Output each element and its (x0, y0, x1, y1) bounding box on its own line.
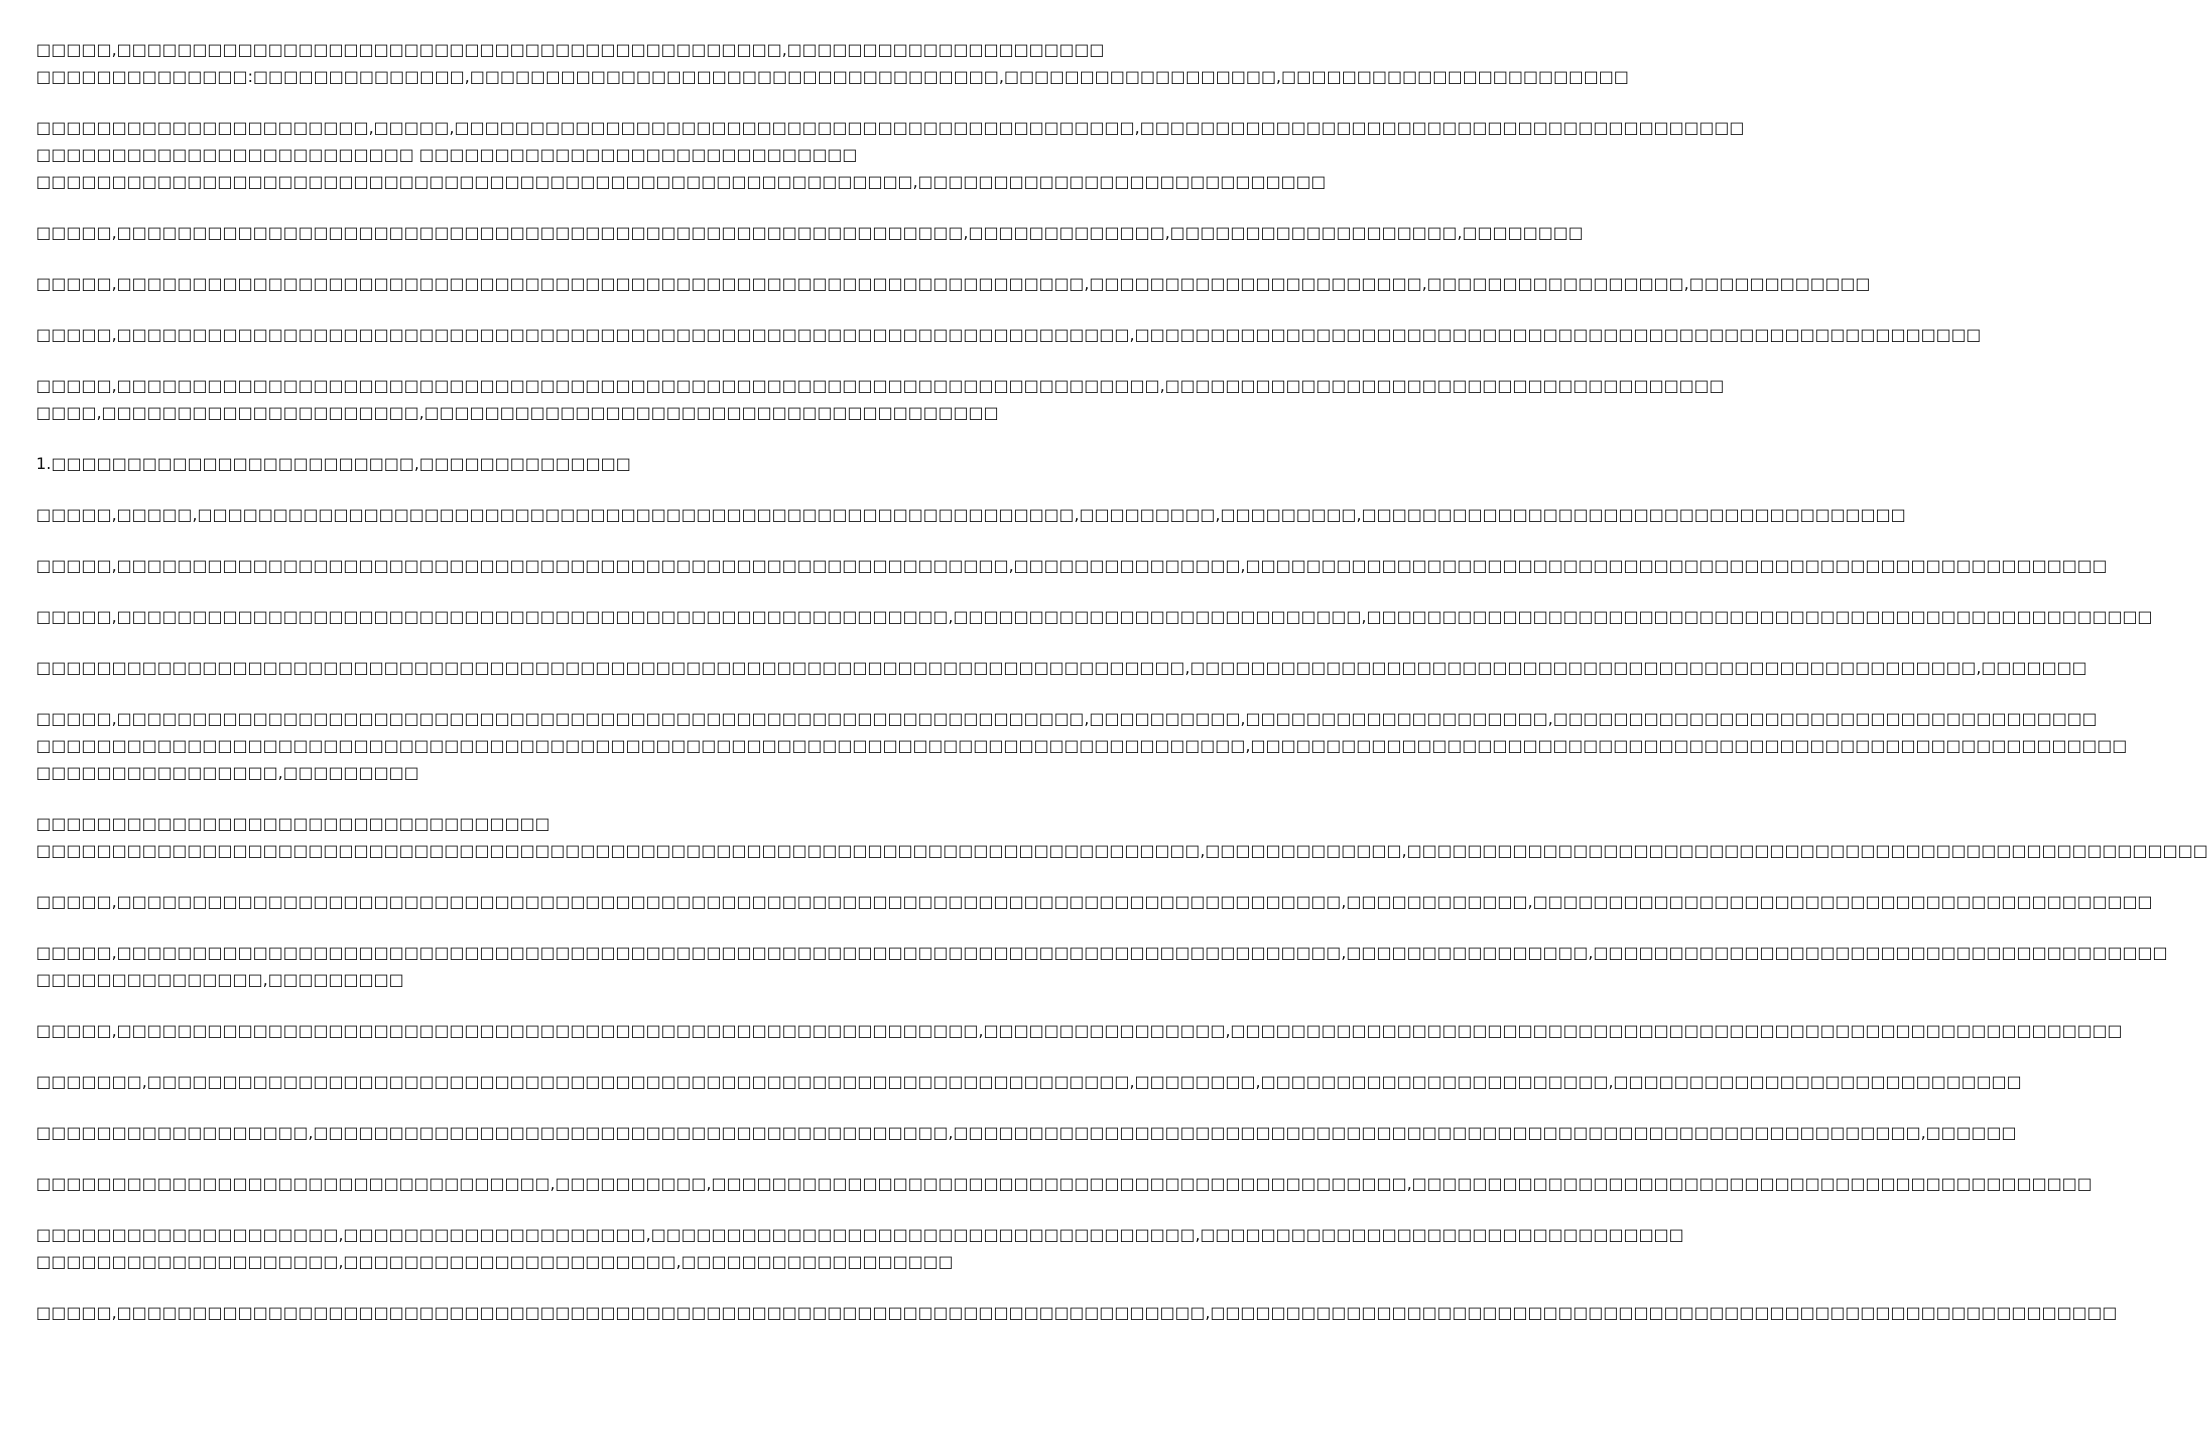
paragraph (36, 1017, 2123, 1044)
paragraph (36, 1068, 2022, 1095)
paragraph (36, 939, 2168, 993)
paragraph (36, 501, 1906, 528)
text-line: □□□□□□□□□□□□□□□□,□□□□□□□□□ (36, 763, 420, 782)
paragraph (36, 372, 1725, 426)
paragraph (36, 810, 2208, 864)
text-line: □□□□□,□□□□□□□□□□□□□□□□□□□□□□□□□□□□□□□□□□□□□□□□□□□□□□□□□□□□□□□□,□□□□□□□□□□□□□,□□□□□□□□□□□□□□□□□□□,□□□□□□□□ (36, 223, 1584, 242)
text-line: □□□□□,□□□□□□□□□□□□□□□□□□□□□□□□□□□□□□□□□□□□□□□□□□□□□□□□□□□□□□□□□□□□□□□□,□□□□□□□□□□,□□□□□□□□□□□□□□□□□□□□,□□□□□□□□□□□□□□□□□□□□□□□□□□□□□□□□□□□□ (36, 709, 2098, 728)
paragraph (36, 1221, 1684, 1275)
text-line: □□□□□□□□□□□□□□:□□□□□□□□□□□□□□,□□□□□□□□□□□□□□□□□□□□□□□□□□□□□□□□□□□,□□□□□□□□□□□□□□□□□□,□□□□□□□□□□□□□□□□□□□□□□□ (36, 67, 1629, 86)
paragraph (36, 705, 2128, 786)
text-line: □□□□□□□,□□□□□□□□□□□□□□□□□□□□□□□□□□□□□□□□□□□□□□□□□□□□□□□□□□□□□□□□□□□□□□□□□,□□□□□□□□,□□□□□□□□□□□□□□□□□□□□□□□,□□□□□□□□□□□□□□□□□□□□□□□□□□□ (36, 1072, 2022, 1091)
text-line: □□□□□□□□□□□□□□□,□□□□□□□□□ (36, 970, 404, 989)
paragraph (36, 1170, 2093, 1197)
paragraph (36, 552, 2108, 579)
paragraph (36, 1119, 2017, 1146)
document-body (36, 36, 2208, 1350)
paragraph (36, 270, 1871, 297)
text-line: □□□□□□□□□□□□□□□□□□,□□□□□□□□□□□□□□□□□□□□□□□□□□□□□□□□□□□□□□□□□□,□□□□□□□□□□□□□□□□□□□□□□□□□□□□□□□□□□□□□□□□□□□□□□□□□□□□□□□□□□□□□□□□,□□□□□□ (36, 1123, 2017, 1142)
text-line: □□□□□,□□□□□□□□□□□□□□□□□□□□□□□□□□□□□□□□□□□□□□□□□□□□,□□□□□□□□□□□□□□□□□□□□□ (36, 40, 1105, 59)
text-line: □□□□□,□□□□□□□□□□□□□□□□□□□□□□□□□□□□□□□□□□□□□□□□□□□□□□□□□□□□□□□□□□□□□□□□□□□□□□□□□□□□□□□□□,□□□□□□□□□□□□,□□□□□□□□□□□□□□□□□□□□□□□□□□□□□□□□□□□□□□□□□ (36, 892, 2153, 911)
text-line: □□□□□□□□□□□□□□□□□□□□,□□□□□□□□□□□□□□□□□□□□,□□□□□□□□□□□□□□□□□□□□□□□□□□□□□□□□□□□□,□□□□□□□□□□□□□□□□□□□□□□□□□□□□□□□□ (36, 1225, 1684, 1244)
paragraph (36, 219, 1584, 246)
paragraph (36, 36, 1629, 90)
paragraph (36, 450, 990, 477)
text-line: □□□□□,□□□□□□□□□□□□□□□□□□□□□□□□□□□□□□□□□□□□□□□□□□□□□□□□□□□□□□□□□□□□□□□□□□□□□,□□□□□□□□□□□□□□□□□□□□□□□□□□□□□□□□□□□□□ (36, 376, 1725, 395)
paragraph (36, 321, 1982, 348)
text-line: □□□□,□□□□□□□□□□□□□□□□□□□□□,□□□□□□□□□□□□□□□□□□□□□□□□□□□□□□□□□□□□□□ (36, 403, 999, 422)
text-line: □□□□□□□□□□□□□□□□□□□□,□□□□□□□□□□□□□□□□□□□□□□,□□□□□□□□□□□□□□□□□□ (36, 1252, 954, 1271)
text-line: □□□□□,□□□□□,□□□□□□□□□□□□□□□□□□□□□□□□□□□□□□□□□□□□□□□□□□□□□□□□□□□□□□□□□□,□□□□□□□□□,□□□□□□□□□,□□□□□□□□□□□□□□□□□□□□□□□□□□□□□□□□□□□□ (36, 505, 1906, 524)
paragraph (36, 603, 2153, 630)
text-line: □□□□□□□□□□□□□□□□□□□□□□□□□□□□□□□□□□□□□□□□□□□□□□□□□□□□□□□□□□□□□□□□□□□□□□□□□□□□,□□□□□□□□□□□□□□□□□□□□□□□□□□□□□□□□□□□□□□□□□□□□□□□□□□□□,□□□□□□□ (36, 658, 2087, 677)
paragraph (36, 114, 1745, 195)
text-line: □□□□□□□□□□□□□□□□□□□□□□□□□ □□□□□□□□□□□□□□□□□□□□□□□□□□□□□ (36, 145, 858, 164)
text-line: □□□□□□□□□□□□□□□□□□□□□□□□□□□□□□□□□□□□□□□□□□□□□□□□□□□□□□□□□□□□□□□□□□□□□□□□□□□□□,□□□□□□□□□□□□□,□□□□□□□□□□□□□□□□□□□□□□□□□□□□□□□□□□□□□□□□□□□□□□□□□□□□□ (36, 841, 2208, 860)
text-line: □□□□□□□□□□□□□□□□□□□□□□□□□□□□□□□□□□ (36, 814, 550, 833)
text-line: □□□□□,□□□□□□□□□□□□□□□□□□□□□□□□□□□□□□□□□□□□□□□□□□□□□□□□□□□□□□□□□□□□□□□□□□□□□□□□□□□□□□□□□,□□□□□□□□□□□□□□□□,□□□□□□□□□□□□□□□□□□□□□□□□□□□□□□□□□□□□□□ (36, 943, 2168, 962)
text-line: □□□□□,□□□□□□□□□□□□□□□□□□□□□□□□□□□□□□□□□□□□□□□□□□□□□□□□□□□□□□□□□□□,□□□□□□□□□□□□□□□,□□□□□□□□□□□□□□□□□□□□□□□□□□□□□□□□□□□□□□□□□□□□□□□□□□□□□□□□□ (36, 556, 2108, 575)
text-line: □□□□□,□□□□□□□□□□□□□□□□□□□□□□□□□□□□□□□□□□□□□□□□□□□□□□□□□□□□□□□□□,□□□□□□□□□□□□□□□□,□□□□□□□□□□□□□□□□□□□□□□□□□□□□□□□□□□□□□□□□□□□□□□□□□□□□□□□□□□□ (36, 1021, 2123, 1040)
text-line: □□□□□□□□□□□□□□□□□□□□□□□□□□□□□□□□□□□□□□□□□□□□□□□□□□□□□□□□□□,□□□□□□□□□□□□□□□□□□□□□□□□□□□ (36, 172, 1327, 191)
paragraph (36, 1299, 2118, 1326)
text-line: □□□□□,□□□□□□□□□□□□□□□□□□□□□□□□□□□□□□□□□□□□□□□□□□□□□□□□□□□□□□□□□□□□□□□□,□□□□□□□□□□□□□□□□□□□□□□,□□□□□□□□□□□□□□□□□,□□□□□□□□□□□□ (36, 274, 1871, 293)
text-line: □□□□□□□□□□□□□□□□□□□□□□,□□□□□,□□□□□□□□□□□□□□□□□□□□□□□□□□□□□□□□□□□□□□□□□□□□□,□□□□□□□□□□□□□□□□□□□□□□□□□□□□□□□□□□□□□□□□ (36, 118, 1745, 137)
paragraph (36, 888, 2153, 915)
paragraph (36, 654, 2087, 681)
text-line: □□□□□,□□□□□□□□□□□□□□□□□□□□□□□□□□□□□□□□□□□□□□□□□□□□□□□□□□□□□□□□□□□□□□□□□□□,□□□□□□□□□□□□□□□□□□□□□□□□□□□□□□□□□□□□□□□□□□□□□□□□□□□□□□□□ (36, 325, 1982, 344)
text-line: 1.□□□□□□□□□□□□□□□□□□□□□□□□,□□□□□□□□□□□□□□ (36, 454, 631, 473)
text-line: □□□□□□□□□□□□□□□□□□□□□□□□□□□□□□□□□□,□□□□□□□□□□,□□□□□□□□□□□□□□□□□□□□□□□□□□□□□□□□□□□□□□□□□□□□□□,□□□□□□□□□□□□□□□□□□□□□□□□□□□□□□□□□□□□□□□□□□□□□ (36, 1174, 2093, 1193)
text-line: □□□□□,□□□□□□□□□□□□□□□□□□□□□□□□□□□□□□□□□□□□□□□□□□□□□□□□□□□□□□□□□□□□□□□□□□□□□□□□,□□□□□□□□□□□□□□□□□□□□□□□□□□□□□□□□□□□□□□□□□□□□□□□□□□□□□□□□□□□□ (36, 1303, 2118, 1322)
text-line: □□□□□□□□□□□□□□□□□□□□□□□□□□□□□□□□□□□□□□□□□□□□□□□□□□□□□□□□□□□□□□□□□□□□□□□□□□□□□□□□,□□□□□□□□□□□□□□□□□□□□□□□□□□□□□□□□□□□□□□□□□□□□□□□□□□□□□□□□□□ (36, 736, 2128, 755)
text-line: □□□□□,□□□□□□□□□□□□□□□□□□□□□□□□□□□□□□□□□□□□□□□□□□□□□□□□□□□□□□□,□□□□□□□□□□□□□□□□□□□□□□□□□□□,□□□□□□□□□□□□□□□□□□□□□□□□□□□□□□□□□□□□□□□□□□□□□□□□□□□□ (36, 607, 2153, 626)
